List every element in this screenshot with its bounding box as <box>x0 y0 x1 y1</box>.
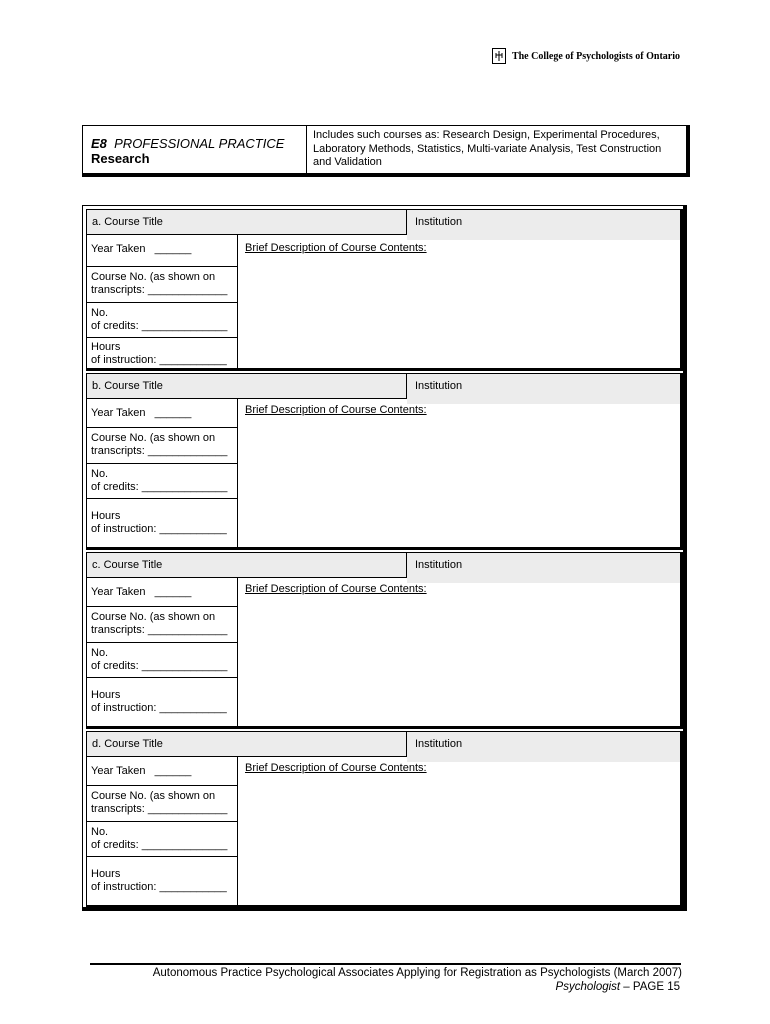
institution-field[interactable]: Institution <box>407 374 680 404</box>
course-title-field[interactable]: d. Course Title <box>87 732 407 756</box>
section-subtitle: Research <box>91 151 150 166</box>
section-title <box>91 136 284 166</box>
hours-field[interactable]: Hours of instruction: ___________ <box>91 341 227 366</box>
hours-field[interactable]: Hours of instruction: ___________ <box>91 689 227 714</box>
institution-field[interactable]: Institution <box>407 210 680 240</box>
year-taken-field[interactable]: Year Taken ______ <box>87 577 237 607</box>
hours-field[interactable]: Hours of instruction: ___________ <box>91 868 227 893</box>
course-block-d <box>86 731 683 908</box>
course-block-c <box>86 552 683 729</box>
section-header-box <box>82 125 690 177</box>
course-description-field[interactable]: Brief Description of Course Contents: <box>245 762 427 774</box>
course-description-field[interactable]: Brief Description of Course Contents: <box>245 583 427 595</box>
course-title-row <box>87 210 680 235</box>
credits-field[interactable]: No. of credits: ______________ <box>87 822 237 857</box>
course-title-row <box>87 732 680 757</box>
credits-field[interactable]: No. of credits: ______________ <box>87 303 237 338</box>
course-description-field[interactable]: Brief Description of Course Contents: <box>245 242 427 254</box>
section-name: PROFESSIONAL PRACTICE <box>114 136 285 151</box>
organization-name: The College of Psychologists of Ontario <box>511 50 680 62</box>
course-description-field[interactable]: Brief Description of Course Contents: <box>245 404 427 416</box>
credits-field[interactable]: No. of credits: ______________ <box>87 643 237 678</box>
footer-divider <box>90 963 681 965</box>
course-details-column <box>87 756 238 905</box>
credits-field[interactable]: No. of credits: ______________ <box>87 464 237 499</box>
course-title-field[interactable]: a. Course Title <box>87 210 407 234</box>
course-title-field[interactable]: b. Course Title <box>87 374 407 398</box>
year-taken-field[interactable]: Year Taken ______ <box>87 234 237 267</box>
year-taken-field[interactable]: Year Taken ______ <box>87 398 237 428</box>
course-details-column <box>87 234 238 368</box>
course-block-a <box>86 209 683 371</box>
section-code: E8 <box>91 136 107 151</box>
header-divider <box>306 126 307 173</box>
course-title-row <box>87 553 680 578</box>
section-description: Includes such courses as: Research Design, Experimental Procedures, Laboratory Methods, Statistics, Multi-variate Analysis, Test Construction and Validation <box>313 129 662 168</box>
college-crest-icon <box>492 48 506 64</box>
footer-category: Psychologist <box>555 981 621 993</box>
footer-page-number: – PAGE 15 <box>620 981 680 993</box>
course-title-field[interactable]: c. Course Title <box>87 553 407 577</box>
institution-field[interactable]: Institution <box>407 732 680 762</box>
footer-page-label <box>556 981 680 993</box>
hours-field[interactable]: Hours of instruction: ___________ <box>91 510 227 535</box>
course-details-column <box>87 398 238 547</box>
course-number-field[interactable]: Course No. (as shown on transcripts: _____________ <box>87 607 237 643</box>
institution-field[interactable]: Institution <box>407 553 680 583</box>
course-title-row <box>87 374 680 399</box>
course-number-field[interactable]: Course No. (as shown on transcripts: _____________ <box>87 428 237 464</box>
course-number-field[interactable]: Course No. (as shown on transcripts: _____________ <box>87 786 237 822</box>
year-taken-field[interactable]: Year Taken ______ <box>87 756 237 786</box>
course-details-column <box>87 577 238 726</box>
footer-document-title: Autonomous Practice Psychological Associates Applying for Registration as Psychologists (March 2007) <box>152 967 682 979</box>
organization-header <box>492 48 680 64</box>
course-block-b <box>86 373 683 550</box>
course-number-field[interactable]: Course No. (as shown on transcripts: _____________ <box>87 267 237 303</box>
